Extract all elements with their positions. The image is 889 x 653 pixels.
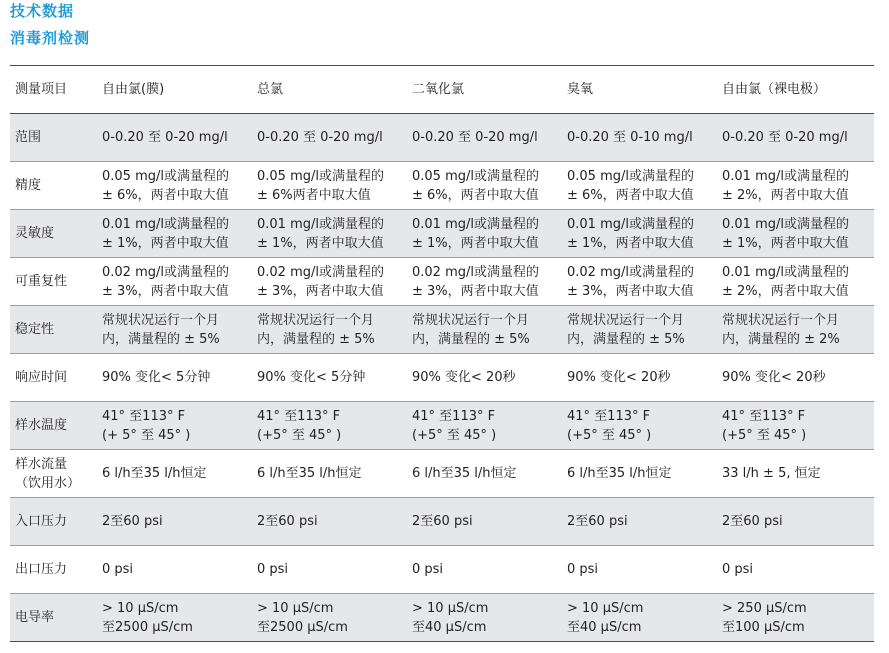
table-cell: 0.02 mg/l或满量程的 ± 3%，两者中取大值 (407, 258, 562, 306)
table-row (10, 306, 874, 354)
table-cell: 2至60 psi (97, 498, 252, 546)
section-subtitle: 消毒剂检测 (10, 29, 91, 47)
table-cell: 0.01 mg/l或满量程的 ± 1%，两者中取大值 (717, 210, 874, 258)
table-cell: 41° 至113° F (+5° 至 45° ) (252, 402, 407, 450)
table-cell: 常规状况运行一个月 内，满量程的 ± 5% (97, 306, 252, 354)
table-cell: 0.05 mg/l或满量程的 ± 6%，两者中取大值 (407, 162, 562, 210)
table-cell: 0-0.20 至 0-20 mg/l (252, 114, 407, 162)
table-cell: 0.01 mg/l或满量程的 ± 1%，两者中取大值 (562, 210, 717, 258)
table-cell: 90% 变化< 20秒 (717, 354, 874, 402)
table-cell: 0.01 mg/l或满量程的 ± 1%，两者中取大值 (407, 210, 562, 258)
row-label: 样水温度 (10, 402, 97, 450)
table-cell: 33 l/h ± 5, 恒定 (717, 450, 874, 498)
column-header: 自由氯(膜) (97, 66, 252, 114)
table-row (10, 498, 874, 546)
table-cell: 0 psi (407, 546, 562, 594)
table-row (10, 450, 874, 498)
table-cell: 常规状况运行一个月 内，满量程的 ± 5% (252, 306, 407, 354)
row-label: 精度 (10, 162, 97, 210)
table-cell: 0-0.20 至 0-20 mg/l (97, 114, 252, 162)
table-cell: 0.01 mg/l或满量程的 ± 1%，两者中取大值 (97, 210, 252, 258)
table-header-row (10, 66, 874, 114)
table-cell: 常规状况运行一个月 内，满量程的 ± 5% (562, 306, 717, 354)
table-cell: 0 psi (97, 546, 252, 594)
column-header: 二氧化氯 (407, 66, 562, 114)
table-row (10, 594, 874, 642)
table-cell: 41° 至113° F (+ 5° 至 45° ) (97, 402, 252, 450)
row-label: 出口压力 (10, 546, 97, 594)
row-label: 响应时间 (10, 354, 97, 402)
table-row (10, 354, 874, 402)
table-cell: 90% 变化< 5分钟 (252, 354, 407, 402)
table-cell: 6 l/h至35 l/h恒定 (252, 450, 407, 498)
table-body (10, 114, 874, 642)
row-label: 入口压力 (10, 498, 97, 546)
table-cell: 0.01 mg/l或满量程的 ± 1%，两者中取大值 (252, 210, 407, 258)
table-cell: 0-0.20 至 0-20 mg/l (717, 114, 874, 162)
table-row (10, 210, 874, 258)
table-cell: 2至60 psi (252, 498, 407, 546)
table-cell: 0.01 mg/l或满量程的 ± 2%，两者中取大值 (717, 258, 874, 306)
table-cell: > 10 μS/cm 至2500 μS/cm (252, 594, 407, 642)
table-row (10, 546, 874, 594)
table-cell: 41° 至113° F (+5° 至 45° ) (562, 402, 717, 450)
table-cell: 2至60 psi (717, 498, 874, 546)
table-row (10, 402, 874, 450)
table-cell: 0.02 mg/l或满量程的 ± 3%，两者中取大值 (252, 258, 407, 306)
table-cell: 2至60 psi (407, 498, 562, 546)
table-cell: 0.05 mg/l或满量程的 ± 6%两者中取大值 (252, 162, 407, 210)
table-cell: 常规状况运行一个月 内，满量程的 ± 2% (717, 306, 874, 354)
table-cell: > 250 μS/cm 至100 μS/cm (717, 594, 874, 642)
table-row (10, 162, 874, 210)
table-cell: 90% 变化< 20秒 (562, 354, 717, 402)
table-cell: 90% 变化< 20秒 (407, 354, 562, 402)
column-header: 总氯 (252, 66, 407, 114)
table-cell: > 10 μS/cm 至40 μS/cm (407, 594, 562, 642)
table-cell: 0.05 mg/l或满量程的 ± 6%，两者中取大值 (562, 162, 717, 210)
table-cell: 0.02 mg/l或满量程的 ± 3%，两者中取大值 (562, 258, 717, 306)
table-row (10, 258, 874, 306)
section-title: 技术数据 (10, 2, 75, 20)
specifications-table (10, 65, 874, 642)
row-label: 稳定性 (10, 306, 97, 354)
table-cell: 0.01 mg/l或满量程的 ± 2%，两者中取大值 (717, 162, 874, 210)
table-cell: 0-0.20 至 0-10 mg/l (562, 114, 717, 162)
row-label: 样水流量 （饮用水） (10, 450, 97, 498)
table-cell: 0-0.20 至 0-20 mg/l (407, 114, 562, 162)
row-label: 范围 (10, 114, 97, 162)
column-header: 自由氯（裸电极） (717, 66, 874, 114)
table-cell: 41° 至113° F (+5° 至 45° ) (717, 402, 874, 450)
table-cell: 41° 至113° F (+5° 至 45° ) (407, 402, 562, 450)
table-cell: > 10 μS/cm 至40 μS/cm (562, 594, 717, 642)
table-cell: 0 psi (252, 546, 407, 594)
column-header: 测量项目 (10, 66, 97, 114)
table-cell: 0 psi (562, 546, 717, 594)
table-cell: 0.05 mg/l或满量程的 ± 6%，两者中取大值 (97, 162, 252, 210)
table-cell: 90% 变化< 5分钟 (97, 354, 252, 402)
table-cell: 2至60 psi (562, 498, 717, 546)
table-cell: 0 psi (717, 546, 874, 594)
table-cell: 0.02 mg/l或满量程的 ± 3%，两者中取大值 (97, 258, 252, 306)
table-cell: 6 l/h至35 l/h恒定 (562, 450, 717, 498)
table-row (10, 114, 874, 162)
column-header: 臭氧 (562, 66, 717, 114)
table-cell: 常规状况运行一个月 内，满量程的 ± 5% (407, 306, 562, 354)
row-label: 可重复性 (10, 258, 97, 306)
row-label: 电导率 (10, 594, 97, 642)
table-cell: > 10 μS/cm 至2500 μS/cm (97, 594, 252, 642)
table-cell: 6 l/h至35 l/h恒定 (407, 450, 562, 498)
table-cell: 6 l/h至35 l/h恒定 (97, 450, 252, 498)
row-label: 灵敏度 (10, 210, 97, 258)
